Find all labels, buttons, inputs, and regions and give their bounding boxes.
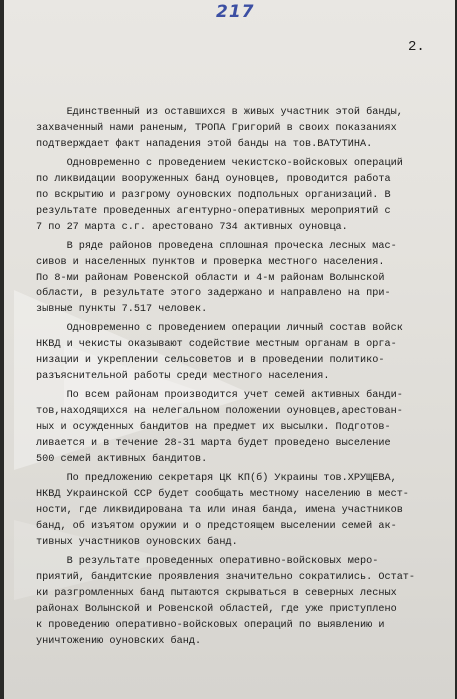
document-sheet [4,0,455,699]
text-line: банд, об изъятом оружии и о предстоящем выселении семей ак- [36,520,397,532]
text-line: Единственный из оставшихся в живых участник этой банды, [36,107,403,118]
text-line: Одновременно с проведением операции личный состав войск [36,323,403,335]
text-line: ки разгромленных банд пытаются скрываться в северных лесных [36,587,397,599]
archive-number: 217 [216,2,255,22]
text-line: По всем районам производится учет семей активных банди- [36,390,403,402]
text-line: 500 семей активных бандитов. [36,454,208,466]
text-line: по вскрытию и разгрому оуновских подпольных организаций. В [36,189,391,201]
paragraph [36,554,448,650]
text-line: районах Волынской и Ровенской областей, где уже приступлено [36,603,397,615]
text-line: уничтожению оуновских банд. [36,635,202,647]
text-line: НКВД и чекисты оказывают содействие местным органам в орга- [36,339,397,351]
text-line: тов,находящихся на нелегальном положении оуновцев,арестован- [36,406,403,418]
text-line: ных и осужденных бандитов на предмет их высылки. Подготов- [36,422,391,434]
text-line: разъяснительной работы среди местного населения. [36,371,330,383]
text-line: приятий, бандитские проявления значительно сократились. Остат- [36,571,416,583]
text-line: В ряде районов проведена сплошная проческа лесных мас- [36,240,397,252]
page-number: 2. [408,39,425,55]
text-line: По предложению секретаря ЦК КП(б) Украины тов.ХРУЩЕВА, [36,472,397,484]
text-line: подтверждает факт нападения этой банды на тов.ВАТУТИНА. [36,138,373,150]
text-line: по ликвидации вооруженных банд оуновцев, проводится работа [36,173,391,185]
paragraph [36,105,448,153]
text-line: 7 по 27 марта с.г. арестовано 734 активных оуновца. [36,221,348,233]
text-line: тивных участников оуновских банд. [36,536,238,548]
text-line: НКВД Украинской ССР будет сообщать местному населению в мест- [36,488,409,500]
paragraph [36,321,448,385]
paragraph [36,388,448,468]
paragraph [36,239,448,319]
text-line: зывные пункты 7.517 человек. [36,304,208,316]
text-line: к проведению оперативно-войсковых операций по выявлению и [36,619,385,631]
text-line: Одновременно с проведением чекистско-войсковых операций [36,157,403,169]
paragraph [36,156,448,236]
text-line: сивов и населенных пунктов и проверка местного населения. [36,256,385,268]
text-line: В результате проведенных оперативно-войсковых меро- [36,555,379,567]
text-line: По 8-ми районам Ровенской области и 4-м районам Волынской [36,272,385,284]
text-line: ности, где ликвидирована та или иная банда, имена участников [36,504,403,516]
text-line: области, в результате этого задержано и направлено на при- [36,288,391,300]
document-body [36,105,448,649]
text-line: захваченный нами раненым, ТРОПА Григорий в своих показаниях [36,122,397,134]
text-line: низации и укреплении сельсоветов и в проведении политико- [36,355,385,367]
text-line: ливается и в течение 28-31 марта будет проведено выселение [36,438,391,450]
paragraph [36,471,448,551]
text-line: результате проведенных агентурно-оперативных мероприятий с [36,205,391,217]
